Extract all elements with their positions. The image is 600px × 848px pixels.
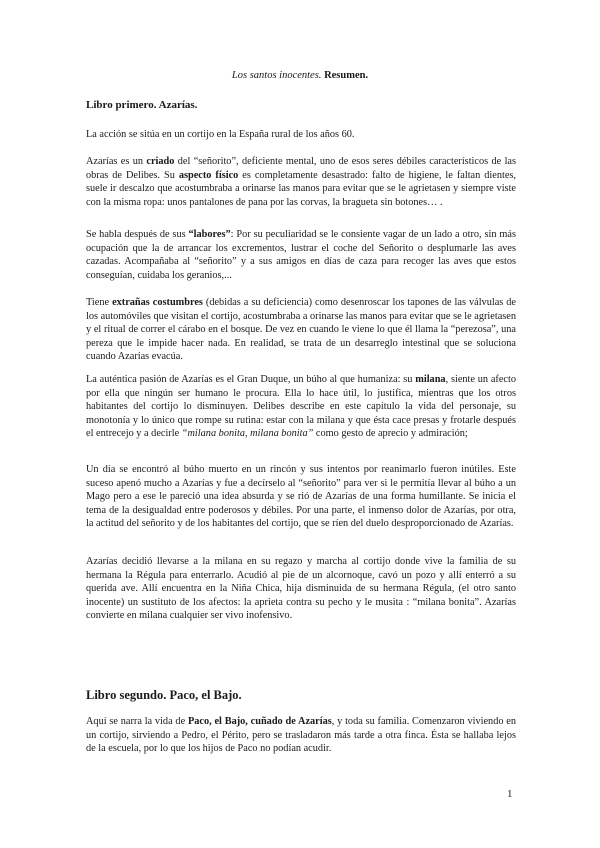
part1-paragraph-1: La acción se sitúa en un cortijo en la España rural de los años 60. — [86, 129, 355, 140]
bold-run: aspecto físico — [178, 169, 239, 181]
italic-run: “milana bonita, milana bonita” — [181, 428, 314, 440]
part1-paragraph-2 — [86, 155, 516, 209]
text-run: como gesto de aprecio y admiración; — [313, 428, 468, 440]
text-run: , y toda su familia. Comenzaron viviendo en un cortijo, sirviendo a Pedro, el Périto, pero se trasladaron más tarde a otra finca. Ésta se hallaba lejos de la escuela, por lo que los hijos de Paco no podían acudir. — [86, 716, 517, 755]
bold-run: criado — [146, 156, 175, 167]
text-run: La auténtica pasión de Azarías es el Gran Duque, un búho al que humaniza: su — [86, 374, 416, 385]
part1-paragraph-6: Un día se encontró al búho muerto en un rincón y sus intentos por reanimarlo fueron inútiles. Este suceso apenó mucho a Azarías y fue a decírselo al “señorito” para ver si le permitía llevar al búho a un Mago pero a ese le pareció una idea absurda y se rió de Azarías de una forma humillante. Se inicia el tema de la desigualdad entre poderosos y débiles. Por una parte, el inmenso dolor de Azarías, por otra, la actitud del señorito y de los habitantes del cortijo, que se ríen del duelo desproporcionado de Azarías. — [86, 464, 516, 530]
text-run: (debidas a su deficiencia) como desenroscar los tapones de las válvulas de los automóviles que visitan el cortijo, acostumbraba a orinarse las manos para evitar que se le agrietasen y el ritual de correr el cárabo en el bosque. De vez en cuando le viene lo que él llama la “perezosa”, una pereza que le impide hacer nada. En realidad, se trata de un desarreglo intestinal que se soluciona cuando Azarías evacúa. — [86, 297, 516, 363]
document-title — [0, 69, 600, 82]
text-run: : Por su peculiaridad se le consiente vagar de un lado a otro, sin más ocupación que la de arrancar los excrementos, lustrar el coche del Señorito o desplumarle las aves cazadas. Acompañaba al “señorito” y a sus amigos en días de caza para recoger las aves que estos conseguían, cuidaba los geranios,... — [86, 229, 516, 281]
text-run: , siente un afecto por ella que ningún ser humano le procura. Ella lo hace útil, lo justifica, mientras que los otros habitantes del cortijo lo disminuyen. Delibes describe en este capítulo la vida del personaje, su monotonía y lo único que rompe su rutina: estar con la milana y que ésta cace presas y frotarle después el entrecejo y a decirle — [86, 374, 516, 440]
text-run: Azarías es un — [86, 156, 147, 167]
text-run: del “señorito”, deficiente mental, uno de esos seres débiles característicos de las obras de Delibes. Su — [86, 156, 517, 181]
text-run: Tiene — [86, 297, 113, 308]
bold-run: Paco, el Bajo, cuñado de Azarías — [187, 716, 332, 727]
part1-heading: Libro primero. Azarías. — [86, 99, 198, 111]
text-run: es completamente desastrado: falto de higiene, le faltan dientes, suele ir descalzo que acostumbraba a orinarse las manos para evitar que se le agrietasen y siempre viste con la misma ropa: unos pantalones de pana por las corvas, la bragueta sin botones… . — [86, 169, 516, 208]
part2-paragraph-1 — [86, 715, 516, 756]
part1-paragraph-4 — [86, 296, 516, 364]
bold-run: milana — [415, 374, 446, 385]
summary-label: Resumen. — [324, 70, 369, 81]
part2-heading: Libro segundo. Paco, el Bajo. — [86, 688, 242, 702]
bold-run: “labores” — [188, 229, 231, 240]
part1-paragraph-7: Azarías decidió llevarse a la milana en su regazo y marcha al cortijo donde vive la familia de su hermana la Régula para enterrarlo. Acudió al pie de un alcornoque, cavó un pozo y allí enterró a su querida ave. Allí encuentra en la Niña Chica, hija disminuida de su hermana Régula, (el otro santo inocente) un sustituto de los afectos: la aprieta contra su pecho y le musita : “milana bonita”. Azarías convierte en milana cualquier ser vivo inofensivo. — [86, 556, 516, 622]
text-run: Se habla después de sus — [86, 229, 189, 240]
page-number: 1 — [507, 788, 513, 800]
book-title: Los santos inocentes. — [231, 70, 322, 81]
text-run: Aquí se narra la vida de — [86, 716, 188, 727]
part1-paragraph-5 — [86, 373, 516, 441]
bold-run: extrañas costumbres — [112, 297, 203, 308]
part1-paragraph-3 — [86, 228, 516, 282]
